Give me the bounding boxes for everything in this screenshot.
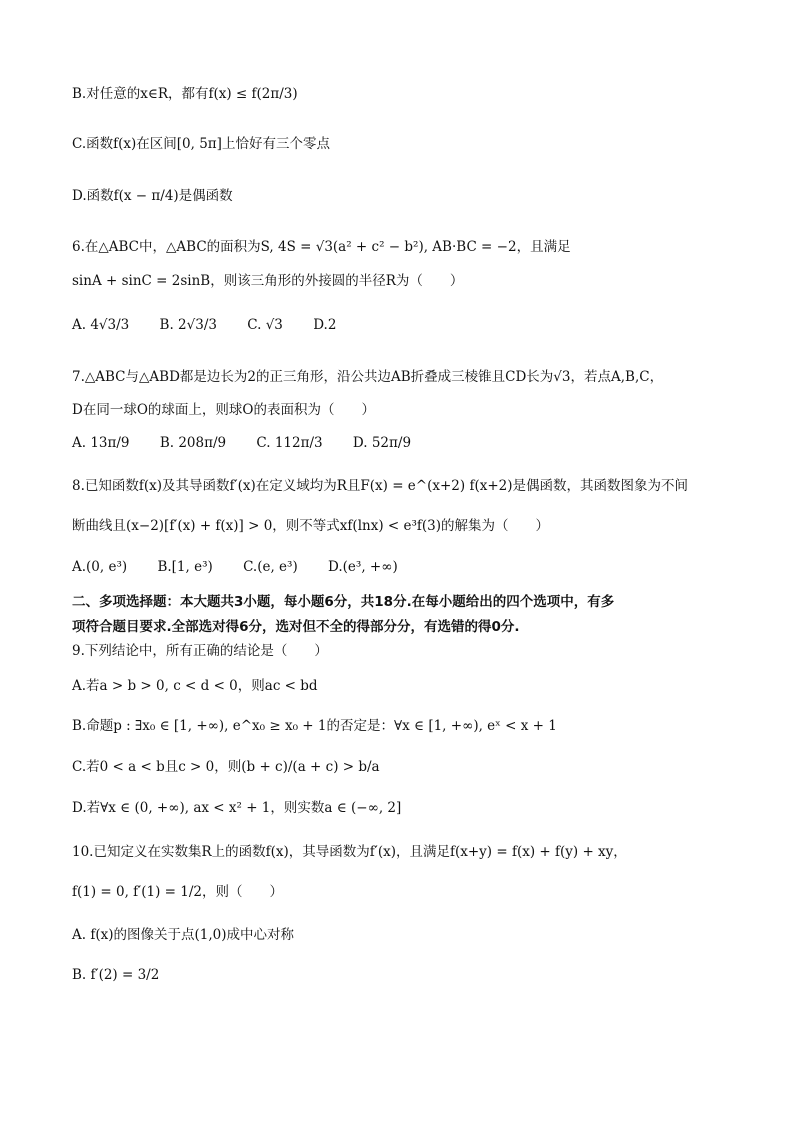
q9-option-c: C.若0 < a < b且c > 0，则(b + c)/(a + c) > b/a bbox=[72, 759, 380, 775]
q9-option-a: A.若a > b > 0, c < d < 0，则ac < bd bbox=[72, 678, 318, 694]
q7-options bbox=[72, 435, 437, 451]
q6-option-a: A. 4√3/3 bbox=[72, 317, 130, 333]
q6-option-c: C. √3 bbox=[247, 317, 283, 333]
q6-option-d: D.2 bbox=[313, 317, 337, 333]
q7-option-d: D. 52π/9 bbox=[352, 435, 412, 451]
q8-stem-line1: 8.已知函数f(x)及其导函数f′(x)在定义域均为R且F(x) = e^(x+2) f(x+2)是偶函数，其函数图象为不间 bbox=[72, 478, 688, 494]
q8-option-a: A.(0, e³) bbox=[72, 559, 128, 575]
q7-stem-line2: D在同一球O的球面上，则球O的表面积为（ ） bbox=[72, 402, 375, 418]
q6-stem-line1: 6.在△ABC中，△ABC的面积为S, 4S = √3(a² + c² − b²), AB·BC = −2，且满足 bbox=[72, 239, 571, 255]
q10-option-b: B. f′(2) = 3/2 bbox=[72, 967, 160, 983]
q9-option-d: D.若∀x ∈ (0, +∞), ax < x² + 1，则实数a ∈ (−∞, 2] bbox=[72, 800, 402, 816]
section-2-heading-line2: 项符合题目要求.全部选对得6分，选对但不全的得部分分，有选错的得0分. bbox=[72, 619, 520, 635]
q10-option-a: A. f(x)的图像关于点(1,0)成中心对称 bbox=[72, 927, 294, 943]
q8-options bbox=[72, 559, 424, 575]
q5-option-d: D.函数f(x − π/4)是偶函数 bbox=[72, 188, 233, 204]
q7-stem-line1: 7.△ABC与△ABD都是边长为2的正三角形，沿公共边AB折叠成三棱锥且CD长为√3，若点A,B,C， bbox=[72, 369, 664, 385]
q8-option-c: C.(e, e³) bbox=[243, 559, 298, 575]
q7-option-b: B. 208π/9 bbox=[159, 435, 227, 451]
q6-options bbox=[72, 317, 362, 333]
q10-stem-line2: f(1) = 0, f′(1) = 1/2，则（ ） bbox=[72, 884, 283, 900]
q9-option-b: B.命题p : ∃x₀ ∈ [1, +∞), e^x₀ ≥ x₀ + 1的否定是：∀x ∈ [1, +∞), eˣ < x + 1 bbox=[72, 718, 557, 734]
q5-option-b: B.对任意的x∈R，都有f(x) ≤ f(2π/3) bbox=[72, 86, 298, 102]
q10-stem-line1: 10.已知定义在实数集R上的函数f(x)，其导函数为f′(x)，且满足f(x+y) = f(x) + f(y) + xy， bbox=[72, 844, 627, 860]
q8-stem-line2: 断曲线且(x−2)[f′(x) + f(x)] > 0，则不等式xf(lnx) < e³f(3)的解集为（ ） bbox=[72, 518, 549, 534]
q8-option-d: D.(e³, +∞) bbox=[328, 559, 398, 575]
q9-stem: 9.下列结论中，所有正确的结论是（ ） bbox=[72, 643, 328, 659]
q6-option-b: B. 2√3/3 bbox=[159, 317, 217, 333]
section-2-heading-line1: 二、多项选择题：本大题共3小题，每小题6分，共18分.在每小题给出的四个选项中，有多 bbox=[72, 594, 615, 610]
q5-option-c: C.函数f(x)在区间[0, 5π]上恰好有三个零点 bbox=[72, 136, 330, 152]
q7-option-a: A. 13π/9 bbox=[72, 435, 130, 451]
q7-option-c: C. 112π/3 bbox=[256, 435, 323, 451]
q6-stem-line2: sinA + sinC = 2sinB，则该三角形的外接圆的半径R为（ ） bbox=[72, 273, 464, 289]
q8-option-b: B.[1, e³) bbox=[157, 559, 213, 575]
